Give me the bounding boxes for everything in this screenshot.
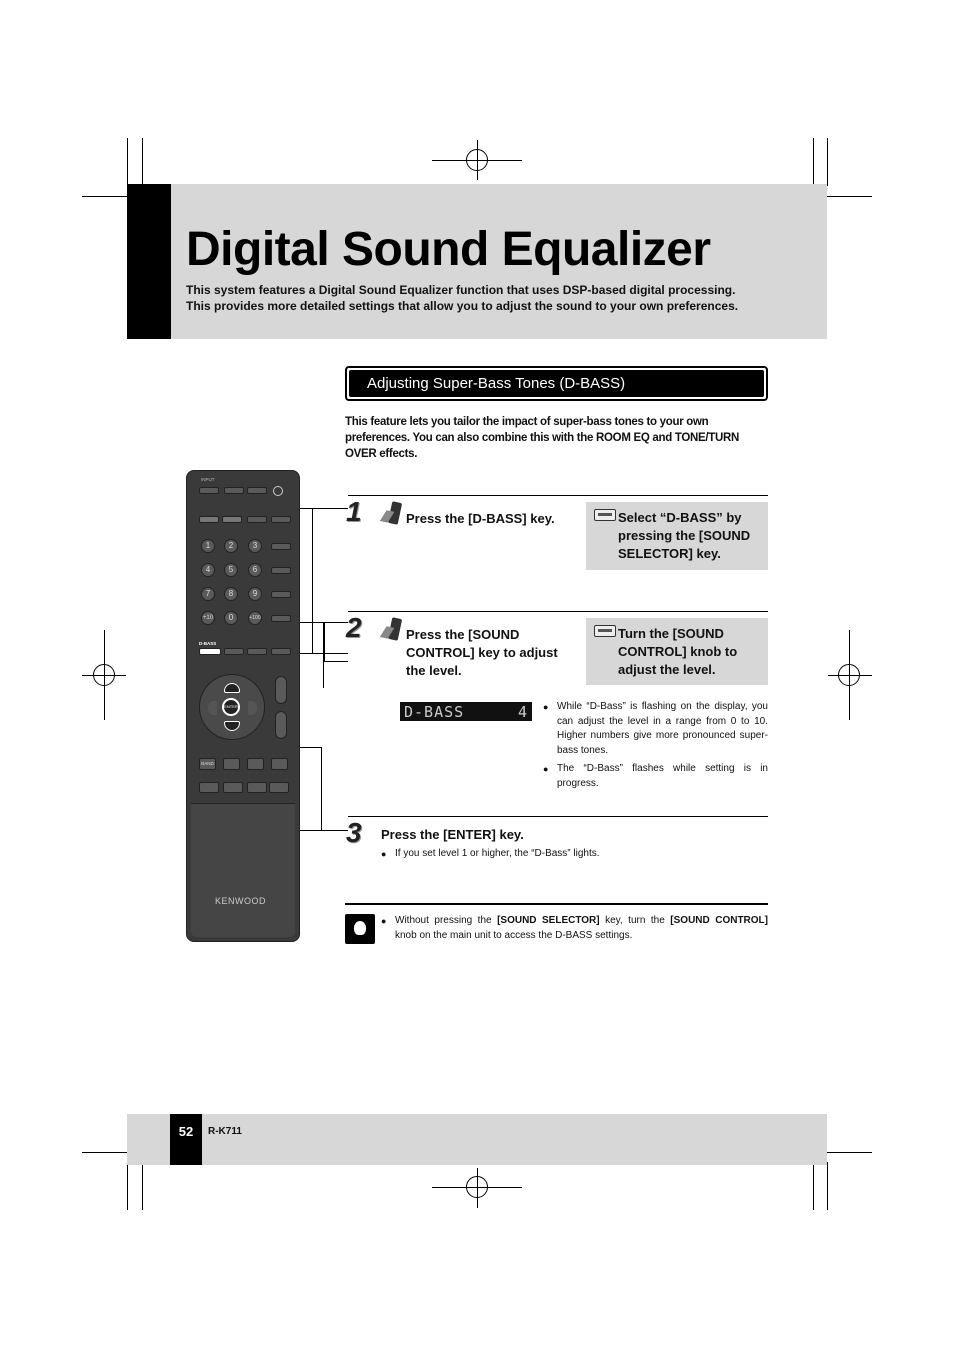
forward-key	[269, 782, 289, 793]
step-3-number: 3	[346, 817, 362, 848]
key-8: 8	[224, 587, 238, 601]
remote-lower-panel	[191, 803, 295, 937]
step-1-remote-text: Press the [D-BASS] key.	[406, 511, 555, 526]
step-2-unit-text: Turn the [SOUND CONTROL] knob to adjust the level.	[618, 626, 738, 677]
volume-down-key	[275, 711, 287, 739]
enter-key: ENTER	[222, 698, 240, 716]
crop-mark	[827, 1162, 828, 1210]
remote-label: INPUT	[201, 477, 215, 482]
key-2: 2	[224, 539, 238, 553]
intro-line-2: This provides more detailed settings that allow you to adjust the sound to your own preferences.	[186, 299, 739, 313]
crop-mark	[127, 138, 128, 186]
main-unit-icon	[594, 625, 616, 637]
registration-mark	[93, 664, 115, 686]
page-number: 52	[178, 1124, 194, 1139]
section-description: This feature lets you tailor the impact of super-bass tones to your own preferences. You can also combine this with the ROOM EQ and TONE/TURN OVER effects.	[345, 416, 740, 460]
tip-text-part: Without pressing the	[395, 915, 498, 926]
play-pause-key-2	[247, 758, 264, 770]
prev-key	[199, 782, 219, 793]
main-unit-icon	[594, 509, 616, 521]
dbass-key	[199, 648, 221, 655]
step-divider	[348, 495, 768, 496]
callout-line-step3-tail	[322, 830, 348, 831]
remote-key	[271, 567, 291, 574]
volume-up-key	[275, 676, 287, 704]
step-2-note-1: ● While “D-Bass” is flashing on the display, you can adjust the level in a range from 0 to 10. Higher numbers give more pronounced super-bass tones.	[557, 700, 768, 758]
play-pause-key	[223, 758, 240, 770]
remote-key	[247, 648, 267, 655]
remote-key	[247, 487, 267, 494]
step-1-unit-text: Select “D-BASS” by pressing the [SOUND SELECTOR] key.	[618, 510, 751, 561]
remote-key	[224, 648, 244, 655]
tip-text	[395, 914, 768, 943]
remote-key	[247, 516, 267, 523]
step-divider	[348, 816, 768, 817]
callout-line-step2-bend	[324, 622, 348, 662]
key-4: 4	[201, 563, 215, 577]
crop-mark	[827, 138, 828, 186]
intro-line-1: This system features a Digital Sound Equalizer function that uses DSP-based digital processing.	[186, 283, 736, 297]
remote-key	[222, 516, 242, 523]
step-1-unit-box	[586, 502, 768, 570]
step-2-number: 2	[346, 612, 362, 643]
registration-mark	[466, 149, 488, 171]
next-key	[223, 782, 243, 793]
remote-key	[271, 516, 291, 523]
registration-mark	[466, 1176, 488, 1198]
lightbulb-icon	[345, 914, 375, 944]
display-label: D-BASS	[404, 702, 465, 721]
tip-text-part: key, turn the	[599, 915, 671, 926]
step-divider	[348, 611, 768, 612]
sound-control-up-key	[224, 683, 240, 693]
rewind-key	[247, 782, 267, 793]
key-7: 7	[201, 587, 215, 601]
band-key: BAND	[199, 758, 216, 770]
step-3-remote-text: Press the [ENTER] key.	[381, 827, 524, 842]
sound-control-down-key	[224, 721, 240, 731]
power-icon	[273, 486, 283, 496]
display-value: 4	[517, 702, 528, 721]
remote-key	[199, 516, 219, 523]
remote-key	[224, 487, 244, 494]
tip-divider	[345, 903, 768, 905]
header-tab	[127, 184, 171, 339]
section-heading-box	[345, 366, 768, 401]
step-2-note-2: ● The “D-Bass” flashes while setting is in progress.	[557, 762, 768, 791]
remote-control	[186, 470, 300, 942]
step-1-number: 1	[346, 496, 362, 527]
remote-icon	[388, 617, 402, 641]
key-0: 0	[224, 611, 238, 625]
remote-key	[271, 615, 291, 622]
dbass-key-label: D-BASS	[199, 641, 217, 646]
key-6: 6	[248, 563, 262, 577]
key-3: 3	[248, 539, 262, 553]
remote-key	[199, 487, 219, 494]
crop-mark	[127, 1162, 128, 1210]
remote-icon	[388, 501, 402, 525]
left-key	[208, 701, 217, 715]
footer-band	[127, 1114, 827, 1165]
remote-key	[271, 591, 291, 598]
key-plus10: +10	[201, 611, 215, 625]
key-plus100: +100	[248, 611, 262, 625]
key-5: 5	[224, 563, 238, 577]
footer-tab	[170, 1114, 202, 1165]
remote-key	[271, 648, 291, 655]
page-title: Digital Sound Equalizer	[186, 223, 711, 276]
key-9: 9	[248, 587, 262, 601]
step-2-unit-box	[586, 618, 768, 685]
stop-key	[271, 758, 288, 770]
right-key	[248, 701, 257, 715]
section-heading: Adjusting Super-Bass Tones (D-BASS)	[349, 370, 764, 397]
key-1: 1	[201, 539, 215, 553]
display-readout	[400, 702, 532, 721]
remote-key	[271, 543, 291, 550]
step-2-remote-text: Press the [SOUND CONTROL] key to adjust the level.	[406, 627, 558, 678]
step-3-note-1: ● If you set level 1 or higher, the “D-Bass” lights.	[395, 847, 755, 862]
registration-mark	[838, 664, 860, 686]
tip-text-part: knob on the main unit to access the D-BASS settings.	[395, 929, 633, 941]
model-name: R-K711	[208, 1126, 242, 1137]
tip-key-sound-selector: [SOUND SELECTOR]	[497, 915, 600, 926]
brand-logo: KENWOOD	[215, 896, 267, 906]
tip-key-sound-control: [SOUND CONTROL]	[670, 915, 768, 926]
